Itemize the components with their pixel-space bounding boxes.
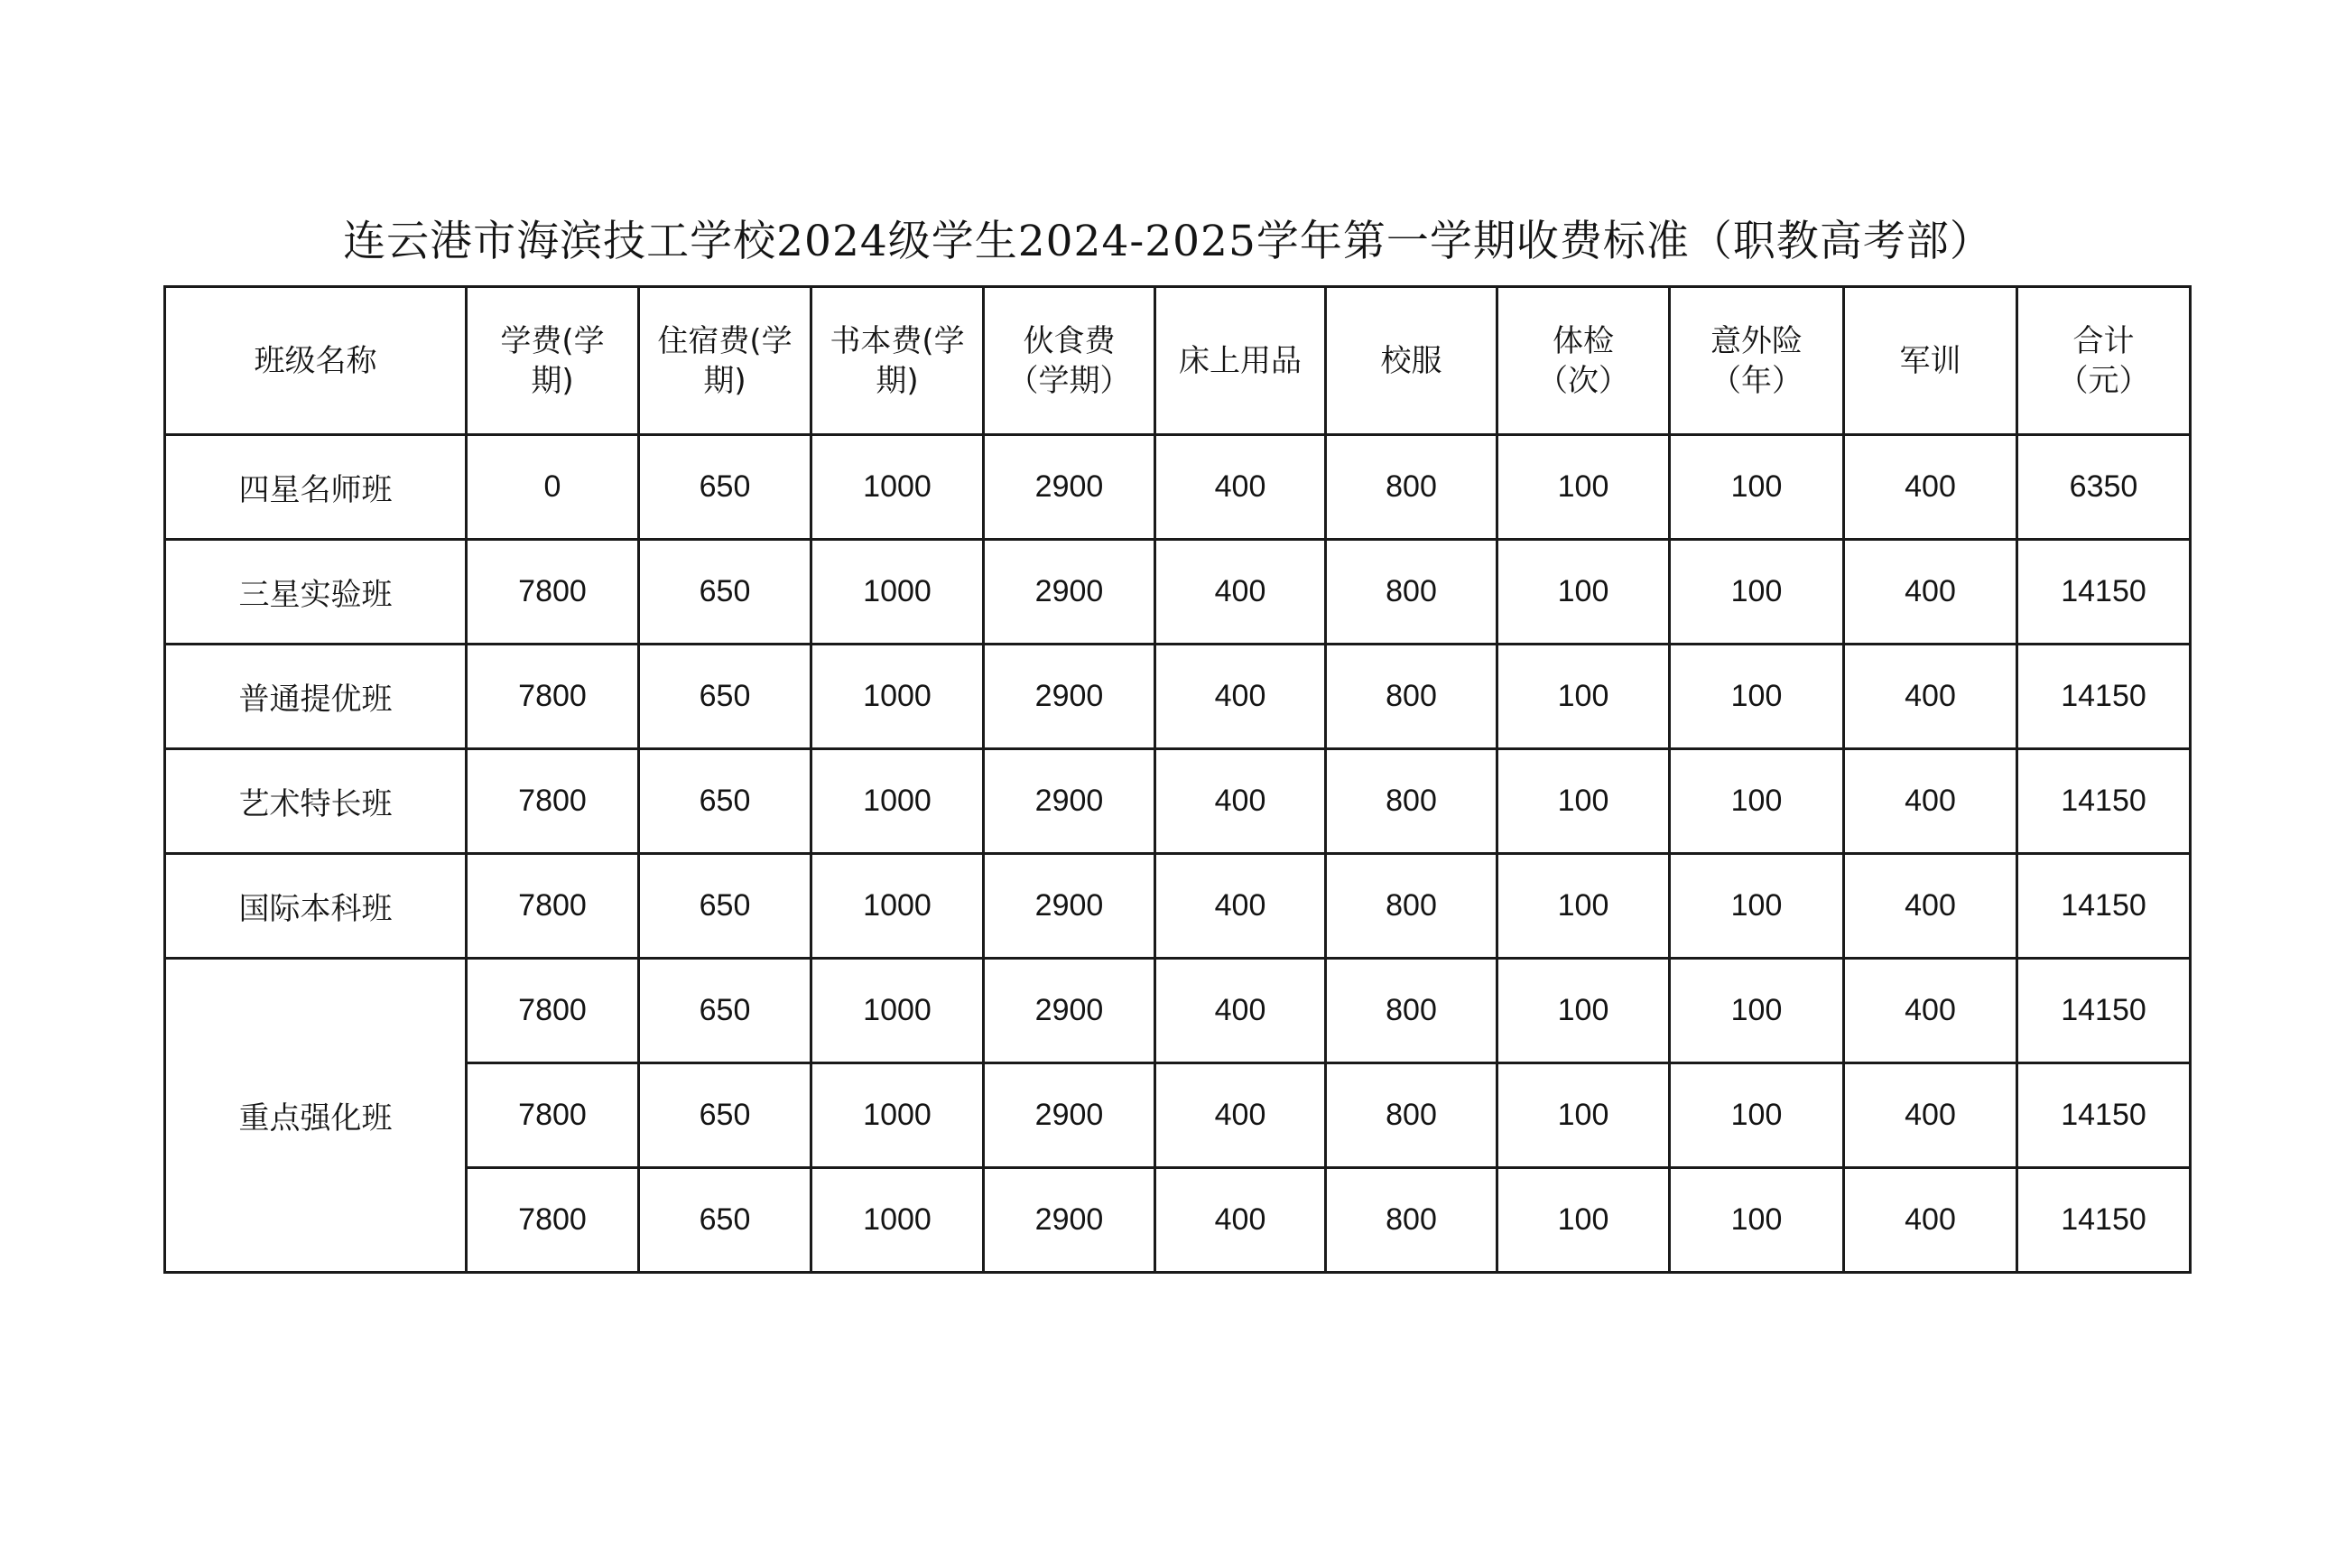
- fee-table: [163, 285, 2192, 1274]
- accommodation-cell: 650: [639, 1168, 811, 1273]
- uniform-cell: 800: [1326, 1168, 1497, 1273]
- military-training-cell: 400: [1844, 1168, 2017, 1273]
- header-row: [165, 287, 2191, 435]
- header-books: 书本费(学 期): [811, 287, 984, 435]
- class-name-cell: 国际本科班: [165, 854, 467, 959]
- insurance-cell: 100: [1670, 959, 1844, 1063]
- tuition-cell: 7800: [467, 1063, 639, 1168]
- header-bedding: 床上用品: [1155, 287, 1326, 435]
- uniform-cell: 800: [1326, 749, 1497, 854]
- meals-cell: 2900: [984, 749, 1155, 854]
- accommodation-cell: 650: [639, 959, 811, 1063]
- class-name-cell: 三星实验班: [165, 540, 467, 645]
- meals-cell: 2900: [984, 540, 1155, 645]
- header-uniform: 校服: [1326, 287, 1497, 435]
- meals-cell: 2900: [984, 854, 1155, 959]
- accommodation-cell: 650: [639, 435, 811, 540]
- tuition-cell: 7800: [467, 540, 639, 645]
- table-row: [165, 540, 2191, 645]
- meals-cell: 2900: [984, 1063, 1155, 1168]
- total-cell: 14150: [2017, 1063, 2191, 1168]
- table-row: [165, 645, 2191, 749]
- military-training-cell: 400: [1844, 959, 2017, 1063]
- uniform-cell: 800: [1326, 540, 1497, 645]
- meals-cell: 2900: [984, 645, 1155, 749]
- military-training-cell: 400: [1844, 540, 2017, 645]
- medical-exam-cell: 100: [1497, 645, 1670, 749]
- insurance-cell: 100: [1670, 1063, 1844, 1168]
- medical-exam-cell: 100: [1497, 435, 1670, 540]
- insurance-cell: 100: [1670, 1168, 1844, 1273]
- class-name-cell: 重点强化班: [165, 959, 467, 1273]
- insurance-cell: 100: [1670, 749, 1844, 854]
- books-cell: 1000: [811, 854, 984, 959]
- insurance-cell: 100: [1670, 540, 1844, 645]
- military-training-cell: 400: [1844, 1063, 2017, 1168]
- medical-exam-cell: 100: [1497, 1063, 1670, 1168]
- uniform-cell: 800: [1326, 959, 1497, 1063]
- document-title: 连云港市海滨技工学校2024级学生2024-2025学年第一学期收费标准（职教高考部）: [343, 217, 1993, 266]
- total-cell: 14150: [2017, 854, 2191, 959]
- uniform-cell: 800: [1326, 435, 1497, 540]
- table-row: [165, 435, 2191, 540]
- tuition-cell: 7800: [467, 959, 639, 1063]
- table-row: [165, 1063, 2191, 1168]
- uniform-cell: 800: [1326, 854, 1497, 959]
- accommodation-cell: 650: [639, 645, 811, 749]
- books-cell: 1000: [811, 1063, 984, 1168]
- medical-exam-cell: 100: [1497, 959, 1670, 1063]
- header-military-training: 军训: [1844, 287, 2017, 435]
- header-accommodation: 住宿费(学 期): [639, 287, 811, 435]
- books-cell: 1000: [811, 959, 984, 1063]
- bedding-cell: 400: [1155, 749, 1326, 854]
- table-row: [165, 1168, 2191, 1273]
- bedding-cell: 400: [1155, 435, 1326, 540]
- bedding-cell: 400: [1155, 1063, 1326, 1168]
- total-cell: 14150: [2017, 645, 2191, 749]
- total-cell: 14150: [2017, 749, 2191, 854]
- medical-exam-cell: 100: [1497, 1168, 1670, 1273]
- header-class-name: 班级名称: [165, 287, 467, 435]
- insurance-cell: 100: [1670, 435, 1844, 540]
- books-cell: 1000: [811, 540, 984, 645]
- total-cell: 14150: [2017, 540, 2191, 645]
- class-name-cell: 四星名师班: [165, 435, 467, 540]
- military-training-cell: 400: [1844, 749, 2017, 854]
- uniform-cell: 800: [1326, 1063, 1497, 1168]
- bedding-cell: 400: [1155, 959, 1326, 1063]
- books-cell: 1000: [811, 1168, 984, 1273]
- header-tuition: 学费(学 期): [467, 287, 639, 435]
- fee-table-body: [165, 435, 2191, 1273]
- books-cell: 1000: [811, 749, 984, 854]
- bedding-cell: 400: [1155, 854, 1326, 959]
- medical-exam-cell: 100: [1497, 854, 1670, 959]
- meals-cell: 2900: [984, 1168, 1155, 1273]
- accommodation-cell: 650: [639, 1063, 811, 1168]
- meals-cell: 2900: [984, 959, 1155, 1063]
- books-cell: 1000: [811, 645, 984, 749]
- table-row: [165, 749, 2191, 854]
- accommodation-cell: 650: [639, 749, 811, 854]
- table-row: [165, 959, 2191, 1063]
- total-cell: 14150: [2017, 959, 2191, 1063]
- accommodation-cell: 650: [639, 854, 811, 959]
- header-medical-exam: 体检 （次）: [1497, 287, 1670, 435]
- bedding-cell: 400: [1155, 1168, 1326, 1273]
- class-name-cell: 普通提优班: [165, 645, 467, 749]
- meals-cell: 2900: [984, 435, 1155, 540]
- header-insurance: 意外险 （年）: [1670, 287, 1844, 435]
- header-meals: 伙食费 （学期）: [984, 287, 1155, 435]
- class-name-cell: 艺术特长班: [165, 749, 467, 854]
- total-cell: 14150: [2017, 1168, 2191, 1273]
- tuition-cell: 7800: [467, 1168, 639, 1273]
- tuition-cell: 7800: [467, 854, 639, 959]
- insurance-cell: 100: [1670, 645, 1844, 749]
- tuition-cell: 7800: [467, 645, 639, 749]
- header-total: 合计 （元）: [2017, 287, 2191, 435]
- medical-exam-cell: 100: [1497, 540, 1670, 645]
- uniform-cell: 800: [1326, 645, 1497, 749]
- bedding-cell: 400: [1155, 645, 1326, 749]
- total-cell: 6350: [2017, 435, 2191, 540]
- military-training-cell: 400: [1844, 645, 2017, 749]
- military-training-cell: 400: [1844, 854, 2017, 959]
- table-row: [165, 854, 2191, 959]
- military-training-cell: 400: [1844, 435, 2017, 540]
- bedding-cell: 400: [1155, 540, 1326, 645]
- tuition-cell: 0: [467, 435, 639, 540]
- books-cell: 1000: [811, 435, 984, 540]
- accommodation-cell: 650: [639, 540, 811, 645]
- insurance-cell: 100: [1670, 854, 1844, 959]
- tuition-cell: 7800: [467, 749, 639, 854]
- medical-exam-cell: 100: [1497, 749, 1670, 854]
